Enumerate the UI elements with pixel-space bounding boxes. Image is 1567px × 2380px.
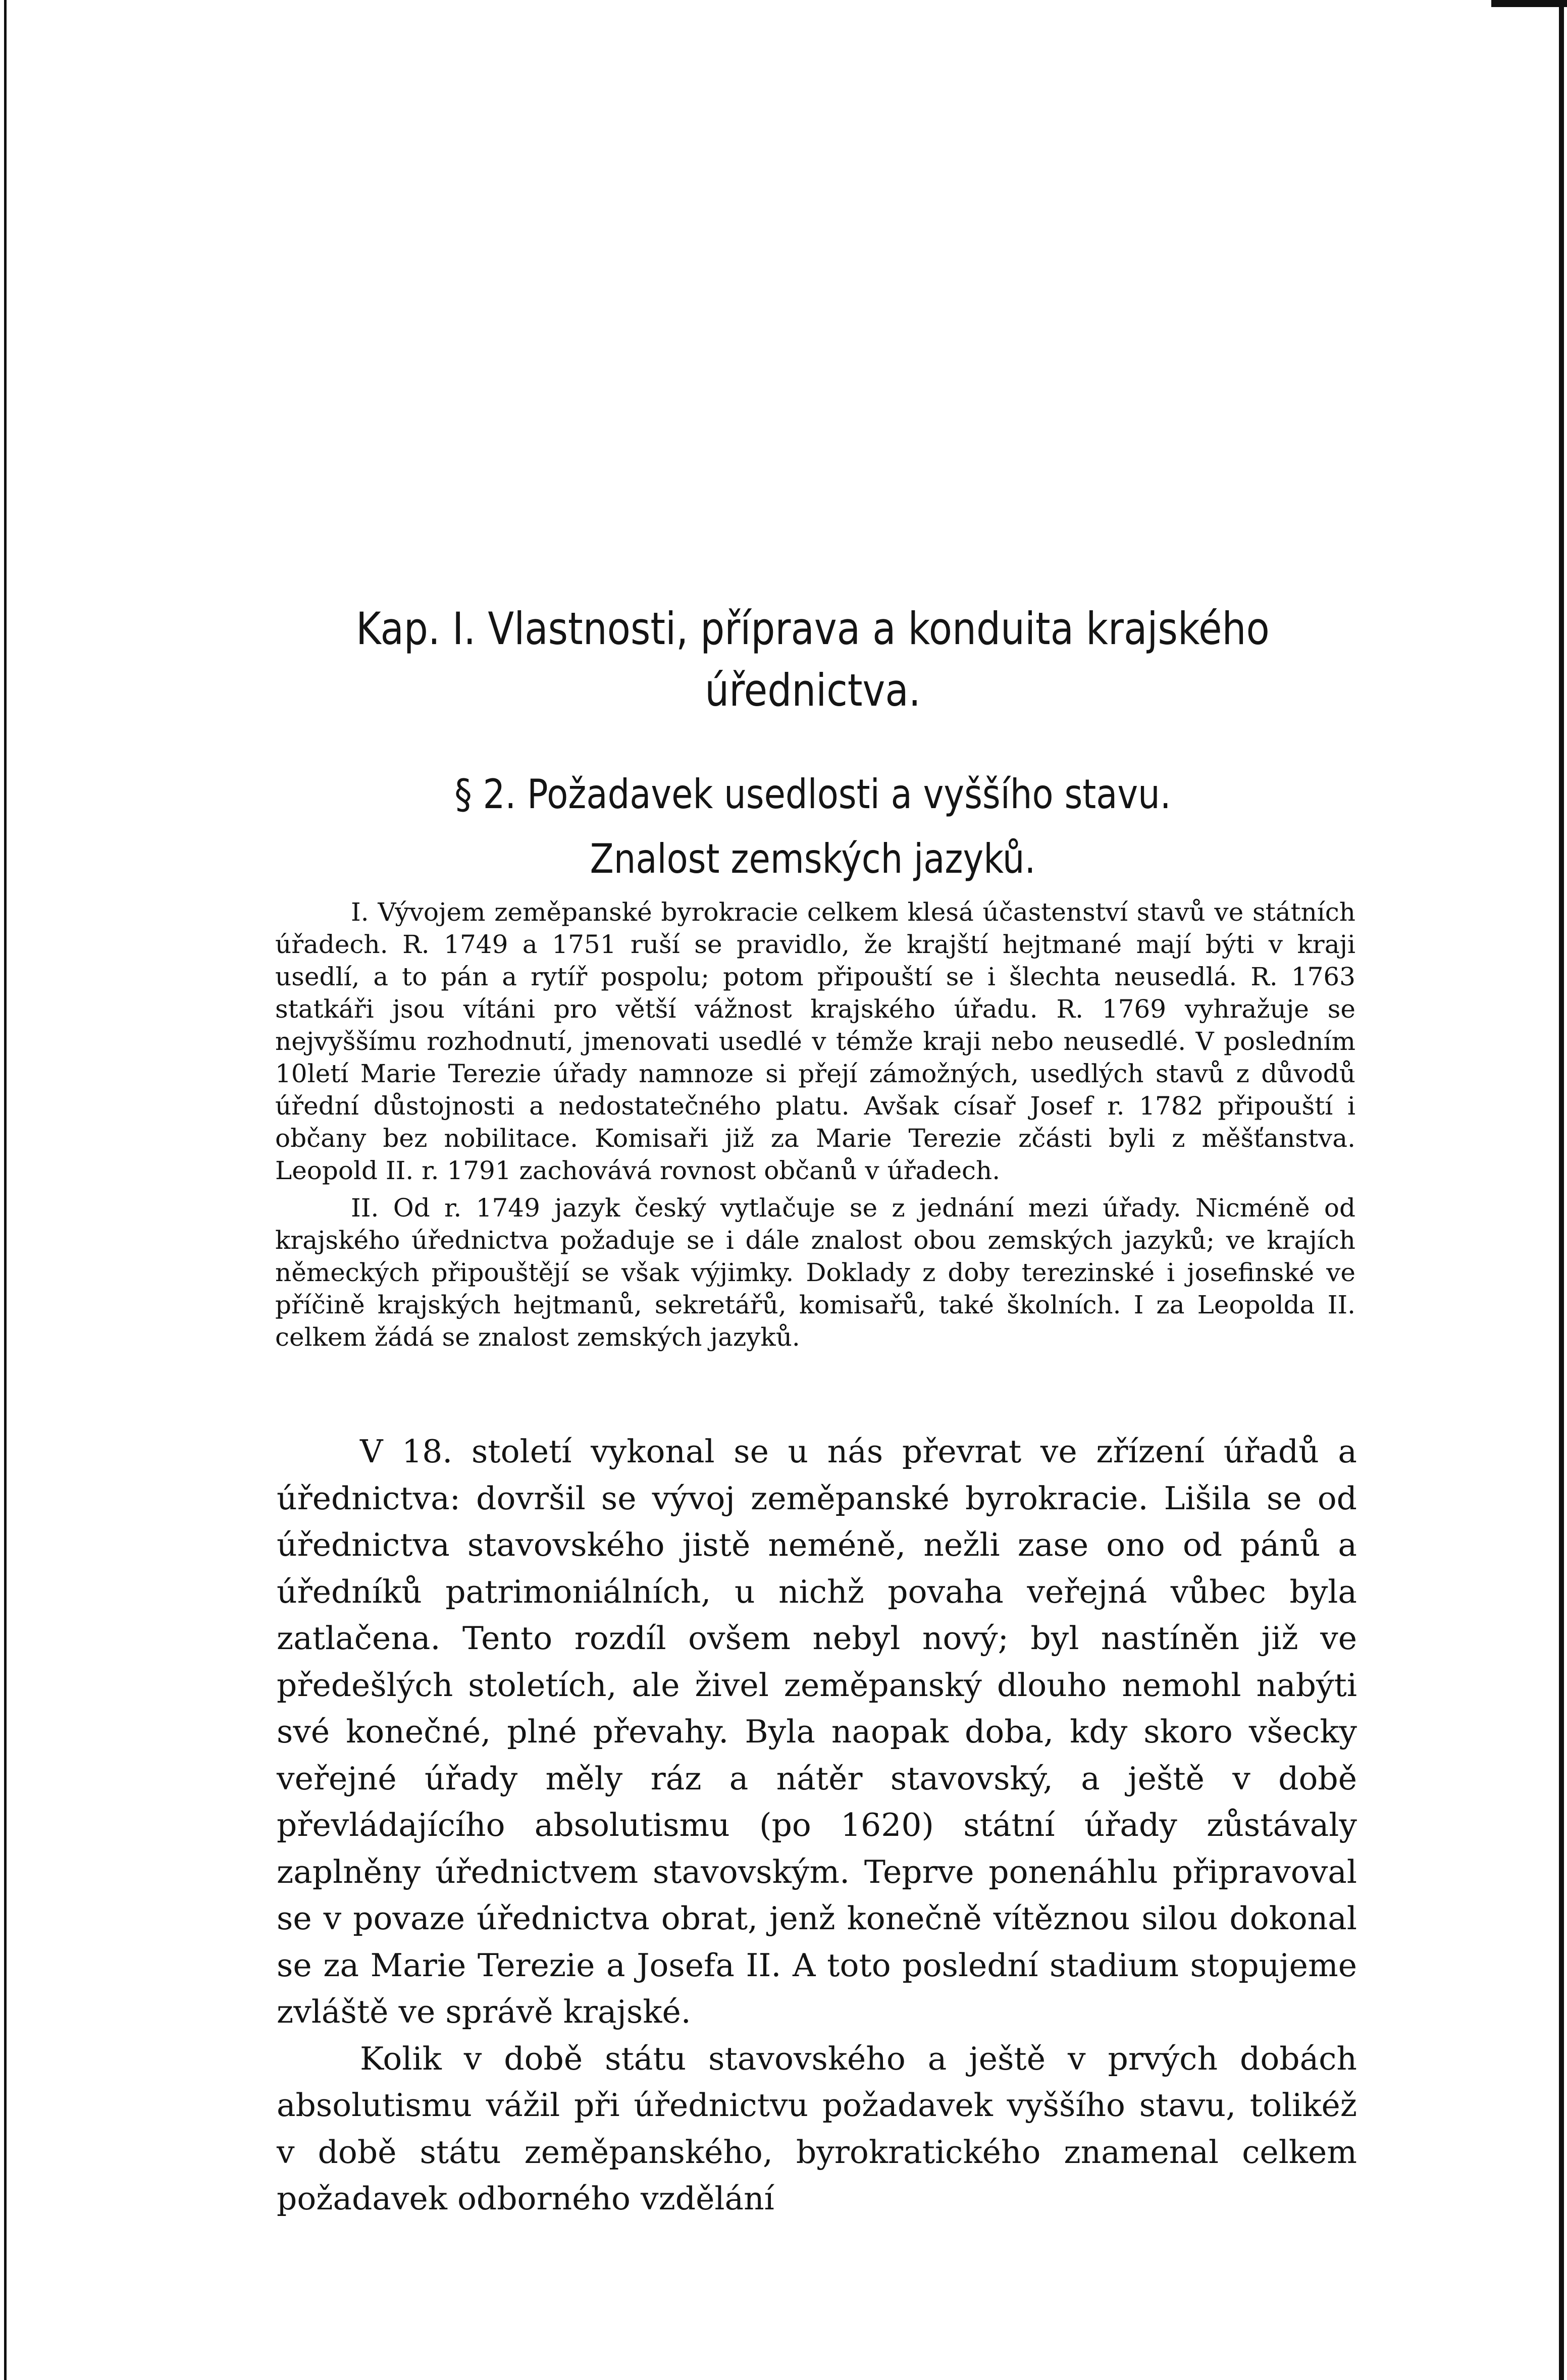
section-summary (275, 896, 1355, 1358)
main-text (277, 1429, 1357, 2223)
body-paragraph-2: Kolik v době státu stavovského a ještě v prvých dobách absolutismu vážil při úřednictvu požadavek vyššího stavu, tolikéž v době státu zeměpanského, byrokratického znamenal celkem požadavek odborného vzdělání (277, 2040, 1357, 2217)
section-title (348, 762, 1277, 891)
summary-paragraph-2: II. Od r. 1749 jazyk český vytlačuje se z jednání mezi úřady. Nicméně od krajského úřednictva požaduje se i dále znalost obou zemských jazyků; ve krajích německých připouštějí se však výjimky. Doklady z doby terezinské i josefinské ve příčině krajských hejtmanů, sekretářů, komisařů, také školních. I za Leopolda II. celkem žádá se znalost zemských jazyků. (275, 1193, 1355, 1352)
section-title-line2: Znalost zemských jazyků. (590, 835, 1036, 882)
page-frame-left (4, 0, 7, 2380)
page-frame-right (1559, 5, 1564, 2380)
section-title-line1: § 2. Požadavek usedlosti a vyššího stavu. (454, 771, 1171, 818)
body-paragraph-1: V 18. století vykonal se u nás převrat ve zřízení úřadů a úřednictva: dovršil se vývoj zeměpanské byrokracie. Lišila se od úřednictva stavovského jistě neméně, nežli zase ono od pánů a úředníků patrimoniálních, u nichž povaha veřejná vůbec byla zatlačena. Tento rozdíl ovšem nebyl nový; byl nastíněn již ve předešlých stoletích, ale živel zeměpanský dlouho nemohl nabýti své konečné, plné převahy. Byla naopak doba, kdy skoro všecky veřejné úřady měly ráz a nátěr stavovský, a ještě v době převládajícího absolutismu (po 1620) státní úřady zůstávaly zaplněny úřednictvem stavovským. Teprve ponenáhlu připravoval se v povaze úřednictva obrat, jenž konečně vítěznou silou dokonal se za Marie Terezie a Josefa II. A toto poslední stadium stopujeme zvláště ve správě krajské. (277, 1433, 1357, 2030)
chapter-title: Kap. I. Vlastnosti, příprava a konduita krajského úřednictva. (356, 603, 1270, 716)
summary-paragraph-1: I. Vývojem zeměpanské byrokracie celkem klesá účastenství stavů ve státních úřadech. R. 1749 a 1751 ruší se pravidlo, že krajští hejtmané mají býti v kraji usedlí, a to pán a rytíř pospolu; potom připouští se i šlechta neusedlá. R. 1763 statkáři jsou vítáni pro větší vážnost krajského úřadu. R. 1769 vyhražuje se nejvyššímu rozhodnutí, jmenovati usedlé v témže kraji nebo neusedlé. V posledním 10letí Marie Terezie úřady namnoze si přejí zámožných, usedlých stavů z důvodů úřední důstojnosti a nedostatečného platu. Avšak císař Josef r. 1782 připouští i občany bez nobilitace. Komisaři již za Marie Terezie zčásti byli z měšťanstva. Leopold II. r. 1791 zachovává rovnost občanů v úřadech. (275, 897, 1355, 1185)
page-frame-top (1491, 0, 1567, 7)
